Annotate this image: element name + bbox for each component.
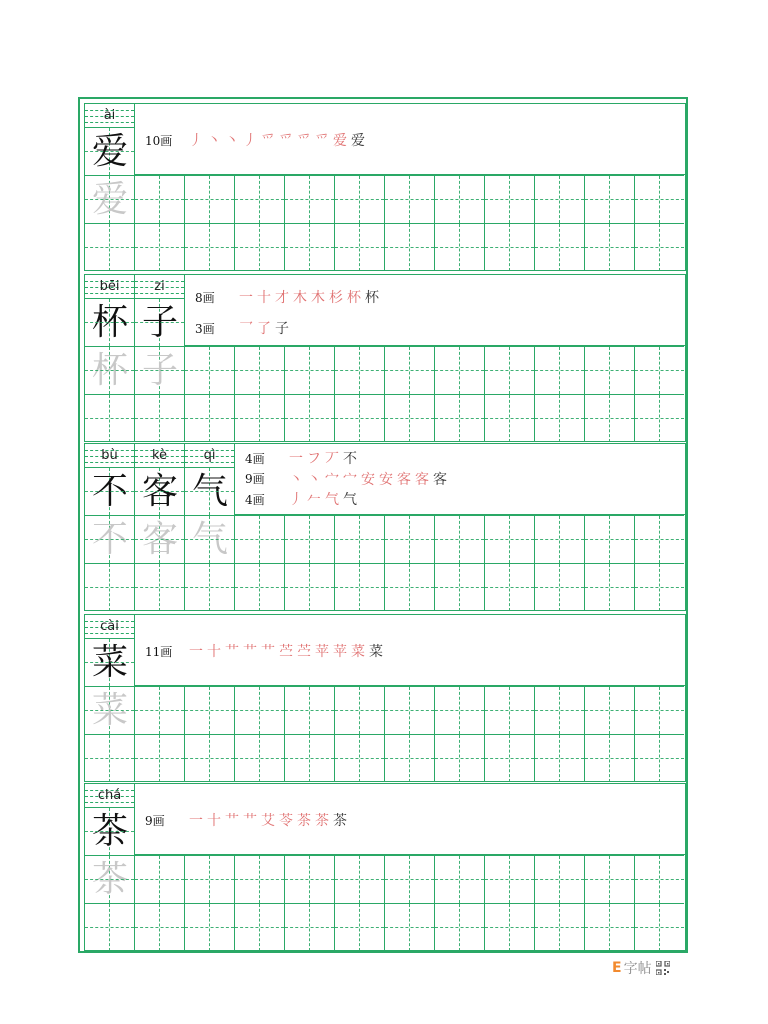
stroke-sequence [239, 318, 293, 338]
grid-cell [534, 563, 584, 611]
pinyin-text: bēi [99, 279, 120, 294]
grid-cell [184, 346, 234, 394]
stroke-step: 丶 [289, 471, 307, 488]
model-character: 子 [141, 302, 178, 343]
grid-cell [334, 394, 384, 442]
stroke-order-panel [134, 103, 686, 175]
stroke-step: 爱 [333, 133, 351, 149]
stroke-step: 茶 [315, 813, 333, 829]
stroke-order-line [145, 810, 351, 830]
grid-cell [284, 563, 334, 611]
grid-cell [334, 515, 384, 563]
grid-cell [184, 515, 234, 563]
trace-character: 客 [141, 519, 178, 560]
grid-cell [84, 855, 134, 903]
stroke-order-panel [234, 443, 686, 515]
stroke-order-line [245, 469, 451, 489]
char-section [84, 783, 686, 951]
grid-cell [184, 563, 234, 611]
grid-cell [584, 686, 634, 734]
stroke-step: 茶 [333, 813, 351, 829]
grid-cell [234, 175, 284, 223]
grid-cell [284, 175, 334, 223]
practice-row [84, 515, 686, 563]
grid-cell [84, 734, 134, 782]
grid-cell [484, 686, 534, 734]
stroke-step: 安 [361, 471, 379, 488]
stroke-step: 十 [257, 290, 275, 306]
grid-cell [234, 515, 284, 563]
grid-cell [134, 734, 184, 782]
pinyin-box [84, 783, 134, 807]
grid-cell [584, 563, 634, 611]
grid-cell [584, 346, 634, 394]
pinyin-box [134, 443, 184, 467]
grid-cell [384, 686, 434, 734]
model-character: 不 [91, 471, 128, 512]
pinyin-text: qì [203, 448, 216, 463]
grid-cell [84, 686, 134, 734]
grid-cell [334, 686, 384, 734]
stroke-step: 茶 [297, 813, 315, 829]
stroke-step: 客 [397, 471, 415, 488]
stroke-sequence [289, 489, 361, 509]
stroke-step: 安 [379, 471, 397, 488]
pinyin-box [84, 103, 134, 127]
stroke-step: 木 [293, 290, 311, 306]
trace-character: 子 [141, 350, 178, 391]
stroke-step: 爱 [351, 133, 369, 149]
stroke-step: 艹 [261, 644, 279, 660]
grid-cell [184, 394, 234, 442]
char-section [84, 274, 686, 442]
practice-row [84, 563, 686, 611]
grid-cell [284, 734, 334, 782]
footer-brand [612, 958, 670, 978]
pinyin-box [84, 614, 134, 638]
practice-row [84, 175, 686, 223]
stroke-step: 丿 [289, 492, 307, 509]
grid-cell [634, 346, 684, 394]
stroke-step: 一 [239, 290, 257, 306]
stroke-step: 一 [289, 451, 307, 467]
char-section [84, 443, 686, 611]
stroke-step: 苹 [333, 644, 351, 660]
grid-cell [634, 223, 684, 271]
grid-cell [134, 346, 184, 394]
stroke-step: 了 [257, 321, 275, 337]
pinyin-box [134, 274, 184, 298]
stroke-sequence [239, 287, 383, 307]
grid-cell [184, 467, 234, 515]
stroke-step: 丶 [307, 471, 325, 488]
stroke-sequence [289, 469, 451, 489]
grid-cell [434, 394, 484, 442]
char-section [84, 103, 686, 271]
stroke-step: 杯 [347, 290, 365, 306]
grid-cell [234, 686, 284, 734]
stroke-step: 不 [343, 451, 361, 467]
stroke-step: 爫 [297, 133, 315, 149]
grid-cell [534, 394, 584, 442]
grid-cell [534, 175, 584, 223]
practice-row [84, 346, 686, 394]
grid-cell [534, 855, 584, 903]
grid-cell [284, 394, 334, 442]
grid-cell [284, 346, 334, 394]
stroke-step: 艹 [243, 644, 261, 660]
grid-cell [184, 223, 234, 271]
grid-cell [334, 734, 384, 782]
grid-cell [584, 903, 634, 951]
stroke-count: 4画 [245, 451, 265, 466]
grid-cell [134, 394, 184, 442]
pinyin-text: chá [97, 788, 122, 803]
stroke-step: 𠂉 [307, 492, 325, 509]
grid-cell [84, 515, 134, 563]
trace-character: 茶 [91, 859, 128, 900]
grid-cell [584, 394, 634, 442]
grid-cell [584, 855, 634, 903]
trace-character: 不 [91, 519, 128, 560]
stroke-sequence [189, 641, 387, 661]
stroke-step: 苎 [297, 644, 315, 660]
grid-cell [484, 175, 534, 223]
brand-letter: E [612, 960, 622, 976]
model-character: 爱 [91, 131, 128, 172]
stroke-step: 艹 [225, 813, 243, 829]
stroke-step: 客 [433, 471, 451, 488]
grid-cell [634, 855, 684, 903]
stroke-step: 艹 [225, 644, 243, 660]
trace-character: 气 [191, 519, 228, 560]
stroke-order-panel [134, 783, 686, 855]
grid-cell [484, 855, 534, 903]
grid-cell [334, 903, 384, 951]
grid-cell [384, 903, 434, 951]
model-character: 客 [141, 471, 178, 512]
grid-cell [434, 175, 484, 223]
stroke-order-line [195, 287, 383, 307]
practice-row [84, 686, 686, 734]
grid-cell [334, 563, 384, 611]
stroke-step: 苓 [279, 813, 297, 829]
model-character: 气 [191, 471, 228, 512]
grid-cell [234, 563, 284, 611]
stroke-step: 宀 [325, 471, 343, 488]
stroke-step: 丶 [225, 133, 243, 149]
grid-cell [84, 223, 134, 271]
grid-cell [584, 515, 634, 563]
grid-cell [384, 394, 434, 442]
grid-cell [134, 298, 184, 346]
grid-cell [84, 394, 134, 442]
grid-cell [84, 175, 134, 223]
stroke-step: 杉 [329, 290, 347, 306]
pinyin-text: bù [101, 448, 118, 463]
grid-cell [84, 807, 134, 855]
practice-row [84, 903, 686, 951]
grid-cell [534, 223, 584, 271]
grid-cell [434, 686, 484, 734]
grid-cell [234, 394, 284, 442]
stroke-count: 4画 [245, 492, 265, 507]
grid-cell [484, 734, 534, 782]
practice-row [84, 223, 686, 271]
pinyin-text: ài [103, 108, 116, 123]
grid-cell [84, 563, 134, 611]
practice-row [84, 394, 686, 442]
grid-cell [634, 686, 684, 734]
stroke-step: 一 [189, 813, 207, 829]
grid-cell [284, 515, 334, 563]
grid-cell [434, 903, 484, 951]
grid-cell [634, 515, 684, 563]
practice-row [84, 734, 686, 782]
stroke-sequence [189, 810, 351, 830]
grid-cell [84, 127, 134, 175]
grid-cell [434, 563, 484, 611]
stroke-step: 菜 [351, 644, 369, 660]
stroke-step: 子 [275, 321, 293, 337]
model-character: 杯 [91, 302, 128, 343]
worksheet [78, 97, 688, 953]
grid-cell [284, 855, 334, 903]
stroke-step: 苹 [315, 644, 333, 660]
stroke-sequence [289, 448, 361, 468]
stroke-step: 艹 [243, 813, 261, 829]
grid-cell [84, 467, 134, 515]
grid-cell [184, 175, 234, 223]
grid-cell [184, 903, 234, 951]
grid-cell [134, 855, 184, 903]
grid-cell [134, 467, 184, 515]
grid-cell [84, 638, 134, 686]
stroke-order-line [245, 448, 361, 468]
stroke-order-line [245, 489, 361, 509]
grid-cell [534, 734, 584, 782]
stroke-count: 3画 [195, 321, 215, 336]
grid-cell [384, 223, 434, 271]
trace-character: 杯 [91, 350, 128, 391]
stroke-step: 丿 [243, 133, 261, 149]
pinyin-box [184, 443, 234, 467]
char-section [84, 614, 686, 782]
pinyin-text: cài [100, 619, 119, 634]
grid-cell [234, 346, 284, 394]
grid-cell [484, 563, 534, 611]
stroke-step: 气 [325, 492, 343, 509]
stroke-step: 一 [189, 644, 207, 660]
stroke-order-panel [134, 614, 686, 686]
pinyin-text: zi [154, 279, 165, 294]
model-character: 菜 [91, 642, 128, 683]
grid-cell [84, 346, 134, 394]
grid-cell [334, 175, 384, 223]
grid-cell [134, 903, 184, 951]
grid-cell [634, 563, 684, 611]
stroke-order-line [145, 641, 387, 661]
stroke-step: 十 [207, 644, 225, 660]
stroke-count: 11画 [145, 644, 173, 659]
grid-cell [284, 686, 334, 734]
grid-cell [434, 515, 484, 563]
grid-cell [384, 563, 434, 611]
grid-cell [534, 686, 584, 734]
grid-cell [134, 223, 184, 271]
stroke-sequence [189, 130, 369, 150]
model-character: 茶 [91, 811, 128, 852]
grid-cell [134, 175, 184, 223]
grid-cell [134, 515, 184, 563]
grid-cell [134, 563, 184, 611]
brand-text: 字帖 [623, 961, 652, 977]
grid-cell [584, 223, 634, 271]
practice-row [84, 855, 686, 903]
grid-cell [484, 903, 534, 951]
stroke-step: 丿 [189, 133, 207, 149]
trace-character: 菜 [91, 690, 128, 731]
stroke-step: 爫 [279, 133, 297, 149]
stroke-step: 艾 [261, 813, 279, 829]
grid-cell [384, 175, 434, 223]
grid-cell [434, 223, 484, 271]
stroke-step: 爫 [261, 133, 279, 149]
grid-cell [284, 903, 334, 951]
stroke-order-line [195, 318, 293, 338]
stroke-step: 爫 [315, 133, 333, 149]
stroke-order-line [145, 130, 369, 150]
grid-cell [484, 515, 534, 563]
grid-cell [534, 903, 584, 951]
grid-cell [434, 346, 484, 394]
qr-code-icon [656, 961, 670, 975]
grid-cell [634, 175, 684, 223]
grid-cell [484, 346, 534, 394]
grid-cell [334, 223, 384, 271]
stroke-step: 苎 [279, 644, 297, 660]
stroke-step: 丶 [207, 133, 225, 149]
grid-cell [584, 175, 634, 223]
stroke-order-panel [184, 274, 686, 346]
grid-cell [184, 734, 234, 782]
grid-cell [534, 515, 584, 563]
grid-cell [384, 734, 434, 782]
stroke-step: 乛 [239, 321, 257, 337]
trace-character: 爱 [91, 179, 128, 220]
stroke-count: 8画 [195, 290, 215, 305]
grid-cell [334, 346, 384, 394]
pinyin-text: kè [151, 448, 168, 463]
stroke-step: 丆 [325, 451, 343, 467]
pinyin-box [84, 443, 134, 467]
grid-cell [284, 223, 334, 271]
stroke-step: 木 [311, 290, 329, 306]
grid-cell [484, 223, 534, 271]
grid-cell [384, 346, 434, 394]
grid-cell [534, 346, 584, 394]
pinyin-box [84, 274, 134, 298]
grid-cell [634, 734, 684, 782]
grid-cell [584, 734, 634, 782]
stroke-step: 气 [343, 492, 361, 509]
grid-cell [184, 855, 234, 903]
stroke-step: 菜 [369, 644, 387, 660]
stroke-count: 9画 [245, 472, 265, 487]
grid-cell [184, 686, 234, 734]
grid-cell [434, 855, 484, 903]
stroke-step: 杯 [365, 290, 383, 306]
grid-cell [384, 855, 434, 903]
grid-cell [434, 734, 484, 782]
stroke-step: 才 [275, 290, 293, 306]
grid-cell [334, 855, 384, 903]
stroke-step: フ [307, 451, 325, 467]
stroke-count: 9画 [145, 813, 165, 828]
grid-cell [234, 855, 284, 903]
grid-cell [384, 515, 434, 563]
grid-cell [484, 394, 534, 442]
stroke-step: 客 [415, 471, 433, 488]
stroke-step: 宀 [343, 471, 361, 488]
stroke-count: 10画 [145, 133, 173, 148]
grid-cell [234, 903, 284, 951]
grid-cell [634, 903, 684, 951]
grid-cell [84, 298, 134, 346]
grid-cell [134, 686, 184, 734]
stroke-step: 十 [207, 813, 225, 829]
grid-cell [84, 903, 134, 951]
grid-cell [634, 394, 684, 442]
grid-cell [234, 223, 284, 271]
grid-cell [234, 734, 284, 782]
